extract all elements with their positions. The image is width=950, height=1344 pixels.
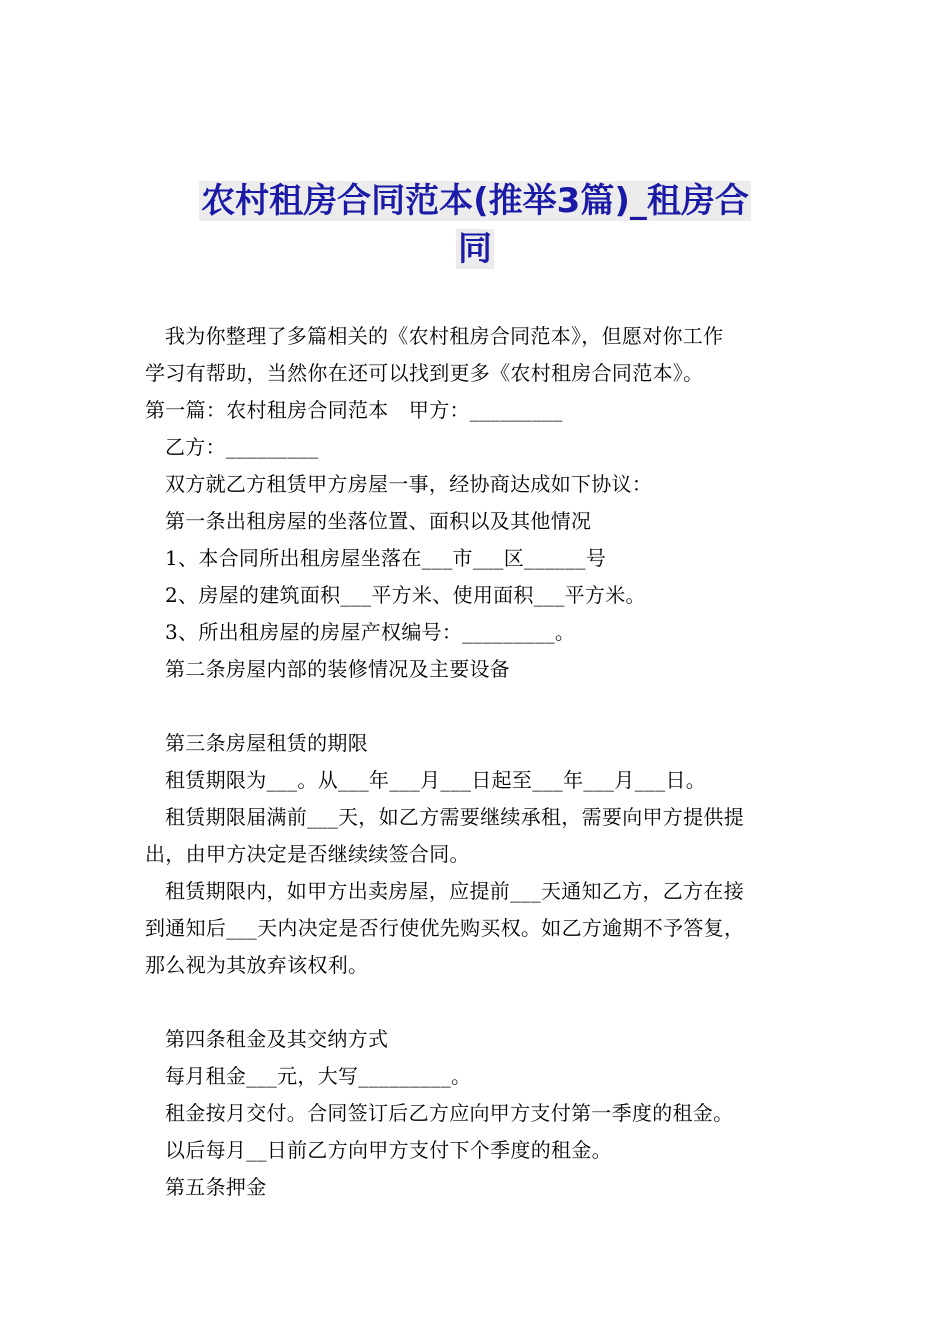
agreement-line: 双方就乙方租赁甲方房屋一事，经协商达成如下协议：	[165, 472, 653, 496]
first-chapter-heading: 第一篇：农村租房合同范本 甲方：_________	[145, 398, 563, 422]
article-1-item-1: 1、本合同所出租房屋坐落在___市___区______号	[165, 546, 607, 570]
title-text-1: 农村租房合同范本(推举3篇)_租房合	[201, 181, 749, 221]
title-text-2: 同	[458, 229, 492, 269]
article-4-heading: 第四条租金及其交纳方式	[165, 1027, 389, 1051]
lease-term-line: 租赁期限为___。从___年___月___日起至___年___月___日。	[165, 768, 707, 792]
article-2-heading: 第二条房屋内部的装修情况及主要设备	[165, 657, 511, 681]
monthly-rent-line: 每月租金___元，大写_________。	[165, 1064, 472, 1088]
party-b-line: 乙方：_________	[165, 435, 319, 459]
sale-line-3: 那么视为其放弃该权利。	[145, 953, 369, 977]
article-1-item-2: 2、房屋的建筑面积___平方米、使用面积___平方米。	[165, 583, 646, 607]
sale-line-2: 到通知后___天内决定是否行使优先购买权。如乙方逾期不予答复，	[145, 916, 745, 940]
rent-schedule-line: 以后每月__日前乙方向甲方支付下个季度的租金。	[165, 1138, 612, 1162]
article-1-heading: 第一条出租房屋的坐落位置、面积以及其他情况	[165, 509, 592, 533]
rent-payment-line: 租金按月交付。合同签订后乙方应向甲方支付第一季度的租金。	[165, 1101, 734, 1125]
renewal-line-1: 租赁期限届满前___天，如乙方需要继续承租，需要向甲方提供提	[165, 805, 744, 829]
intro-line-2: 学习有帮助，当然你在还可以找到更多《农村租房合同范本》。	[145, 361, 704, 385]
page-title-line-1	[0, 176, 950, 226]
article-5-heading: 第五条押金	[165, 1175, 267, 1199]
article-3-heading: 第三条房屋租赁的期限	[165, 731, 368, 755]
renewal-line-2: 出，由甲方决定是否继续续签合同。	[145, 842, 470, 866]
sale-line-1: 租赁期限内，如甲方出卖房屋，应提前___天通知乙方，乙方在接	[165, 879, 744, 903]
intro-line-1: 我为你整理了多篇相关的《农村租房合同范本》，但愿对你工作	[165, 324, 724, 348]
article-1-item-3: 3、所出租房屋的房屋产权编号：_________。	[165, 620, 576, 644]
page-title-line-2	[0, 224, 950, 274]
